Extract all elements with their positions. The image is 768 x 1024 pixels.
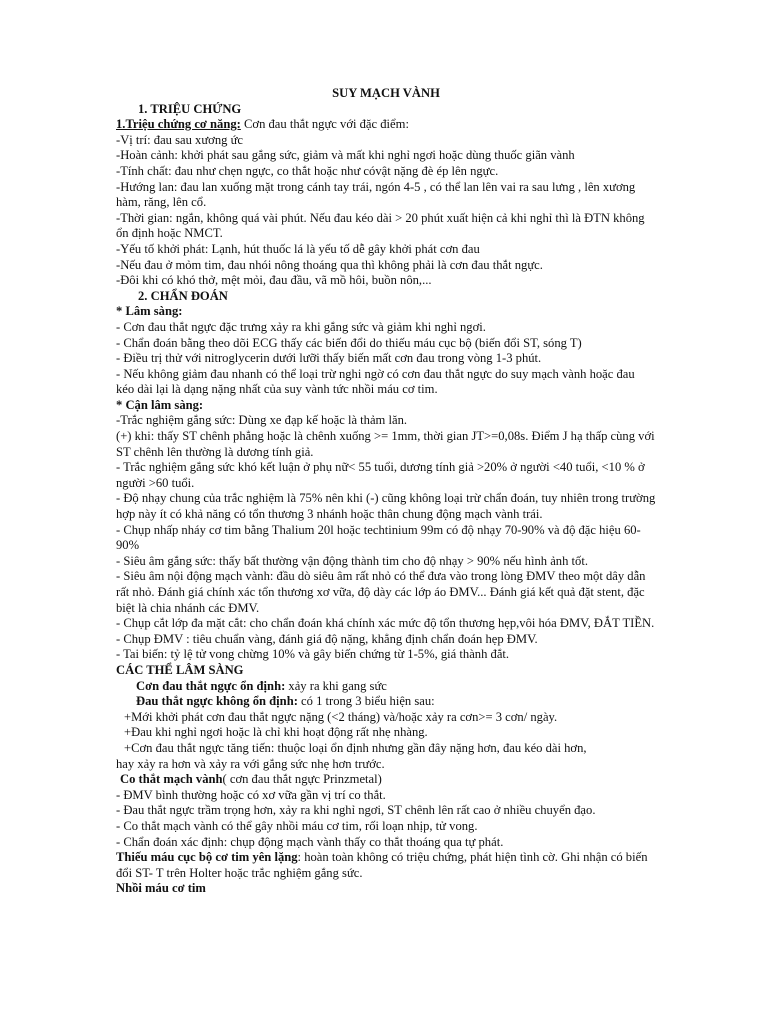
list-item: - Chụp nhấp nháy cơ tim bằng Thalium 20l hoặc techtinium 99m có độ nhạy 70-90% và độ đặc hiệu 60-90% [116,522,641,553]
myocardial-infarction-heading: Nhồi máu cơ tim [116,881,206,896]
list-item: -Đôi khi có khó thở, mệt mỏi, đau đầu, vã mồ hôi, buồn nôn,... [116,273,432,288]
list-item: - Tai biến: tỷ lệ tử vong chừng 10% và gây biến chứng từ 1-5%, giá thành đắt. [116,647,510,662]
list-item: +Mới khởi phát cơn đau thắt ngực nặng (<2 tháng) và/hoặc xảy ra cơn>= 3 cơn/ ngày. [124,709,558,724]
subsection-functional-symptoms [116,117,656,133]
list-item: - Siêu âm nội động mạch vành: đầu dò siêu âm rất nhỏ có thể đưa vào trong lòng ĐMV theo một dây dẫn rất nhỏ. Đánh giá chính xác tổn thương xơ vữa, độ dày các lớp áo ĐMV... Đánh giá kết quả đặt stent, đặc biệt là chia nhánh các ĐMV. [116,569,646,615]
paraclinical-list [116,413,656,663]
symptom-list [116,133,656,289]
list-item: - Chụp ĐMV : tiêu chuẩn vàng, đánh giá độ nặng, khẳng định chẩn đoán hẹp ĐMV. [116,631,538,646]
clinical-list [116,320,656,398]
list-item: - Co thắt mạch vành có thể gây nhồi máu cơ tim, rối loạn nhịp, tử vong. [116,818,478,833]
coronary-spasm-line [116,772,656,788]
list-item: -Nếu đau ở mỏm tim, đau nhói nông thoáng qua thì không phải là cơn đau thắt ngực. [116,257,543,272]
list-item: -Tính chất: đau như chẹn ngực, co thắt hoặc như cóvật nặng đè ép lên ngực. [116,163,499,178]
list-item: -Hướng lan: đau lan xuống mặt trong cánh tay trái, ngón 4-5 , có thể lan lên vai ra sau lưng , lên xương hàm, răng, lên cổ. [116,179,636,210]
coronary-spasm-text: ( cơn đau thắt ngực Prinzmetal) [222,772,382,787]
list-item: -Hoàn cảnh: khởi phát sau gắng sức, giảm và mất khi nghỉ ngơi hoặc dùng thuốc giãn vành [116,148,575,163]
list-item: - Chẩn đoán xác định: chụp động mạch vành thấy co thắt thoáng qua tự phát. [116,834,504,849]
silent-ischemia-text: : hoàn toàn không có triệu chứng, phát hiện tình cờ. Ghi nhận có biến đổi ST- T trên Holter hoặc trắc nghiệm gắng sức. [116,850,648,880]
section-heading-symptoms: 1. TRIỆU CHỨNG [138,101,242,116]
clinical-label: * Lâm sàng: [116,304,183,319]
list-item: - Siêu âm gắng sức: thấy bất thường vận động thành tim cho độ nhạy > 90% nếu hình ảnh tốt. [116,553,588,568]
document-page [116,86,656,897]
list-item: - Điều trị thử với nitroglycerin dưới lưỡi thấy biến mất cơn đau trong vòng 1-3 phút. [116,351,542,366]
stable-angina-text: xảy ra khi gang sức [285,678,387,693]
paraclinical-label: * Cận lâm sàng: [116,397,204,412]
document-title: SUY MẠCH VÀNH [332,86,440,100]
list-item: -Yếu tố khởi phát: Lạnh, hút thuốc lá là yếu tố dễ gây khởi phát cơn đau [116,241,480,256]
subsection-label: 1.Triệu chứng cơ năng: [116,117,241,132]
coronary-spasm-list [116,788,656,850]
stable-angina-label: Cơn đau thắt ngực ổn định: [136,678,286,693]
list-item: - Trắc nghiệm gắng sức khó kết luận ở phụ nữ< 55 tuổi, dương tính giả >20% ở người <40 tuổi, <10 % ở người >60 tuổi. [116,460,645,490]
unstable-angina-line [116,694,656,710]
list-item: -Vị trí: đau sau xương ức [116,132,243,147]
list-item: - Cơn đau thắt ngực đặc trưng xảy ra khi gắng sức và giảm khi nghỉ ngơi. [116,319,486,334]
coronary-spasm-label: Co thắt mạch vành [120,772,223,787]
list-item: +Cơn đau thắt ngực tăng tiến: thuộc loại ổn định nhưng gần đây nặng hơn, đau kéo dài hơn, [124,740,587,755]
list-item: (+) khi: thấy ST chênh phẳng hoặc là chênh xuống >= 1mm, thời gian JT>=0,08s. Điểm J hạ thấp cùng với ST chênh lên thường là dương tính giả. [116,429,655,459]
list-item: - Nếu không giảm đau nhanh có thể loại trừ nghi ngờ có cơn đau thắt ngực do suy mạch vành hoặc đau kéo dài lại là dạng nặng nhất của suy vành tức nhồi máu cơ tim. [116,366,635,397]
list-item: - ĐMV bình thường hoặc có xơ vữa gần vị trí co thắt. [116,787,386,802]
list-item: +Đau khi nghỉ ngơi hoặc là chỉ khi hoạt động rất nhẹ nhàng. [124,725,428,740]
list-item: - Độ nhạy chung của trắc nghiệm là 75% nên khi (-) cũng không loại trừ chẩn đoán, tuy nhiên trong trường hợp này ít có khả năng có tổn thương 3 nhánh hoặc thân chung động mạch vành trái. [116,491,656,522]
section-heading-clinical-forms: CÁC THỂ LÂM SÀNG [116,662,244,677]
unstable-angina-list [116,710,656,757]
subsection-text: Cơn đau thắt ngực với đặc điểm: [240,117,409,132]
list-item: - Chụp cắt lớp đa mặt cắt: cho chẩn đoán khá chính xác mức độ tổn thương hẹp,vôi hóa ĐMV, ĐẮT TIỀN. [116,616,655,631]
section-heading-diagnosis: 2. CHẨN ĐOÁN [138,288,228,303]
unstable-angina-label: Đau thắt ngực không ổn định: [136,694,298,709]
list-item: - Đau thắt ngực trầm trọng hơn, xảy ra khi nghỉ ngơi, ST chênh lên rất cao ở nhiều chuyển đạo. [116,803,596,818]
silent-ischemia-line [116,850,656,881]
unstable-angina-text: có 1 trong 3 biểu hiện sau: [297,694,435,709]
stable-angina-line [116,679,656,695]
list-item: -Trắc nghiệm gắng sức: Dùng xe đạp kế hoặc là thảm lăn. [116,413,408,428]
list-item: - Chẩn đoán bằng theo dõi ECG thấy các biến đổi do thiếu máu cục bộ (biến đổi ST, sóng T) [116,335,582,350]
silent-ischemia-label: Thiếu máu cục bộ cơ tim yên lặng [116,850,298,865]
list-item: -Thời gian: ngắn, không quá vài phút. Nếu đau kéo dài > 20 phút xuất hiện cả khi nghỉ thì là ĐTN không ổn định hoặc NMCT. [116,210,645,241]
unstable-angina-continuation: hay xảy ra hơn và xảy ra với gắng sức nhẹ hơn trước. [116,756,385,771]
